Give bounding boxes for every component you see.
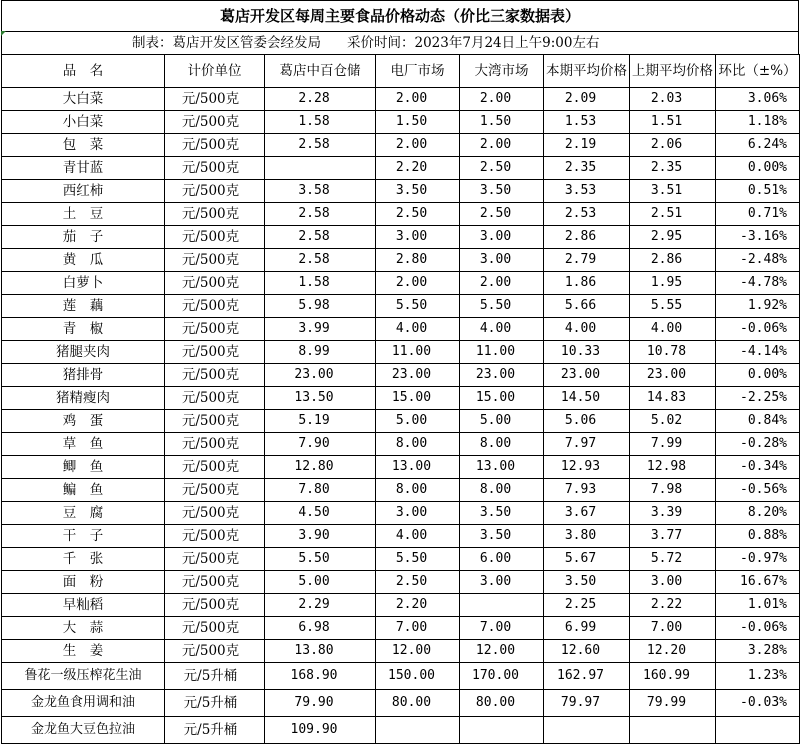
price-market2: 3.00 (376, 226, 460, 249)
price-market1: 13.50 (265, 387, 376, 410)
item-name: 大白菜 (2, 88, 165, 111)
price-market1: 5.98 (265, 295, 376, 318)
table-row (2, 341, 800, 364)
unit: 元/500克 (165, 617, 265, 640)
table-row (2, 249, 800, 272)
price-market2: 2.80 (376, 249, 460, 272)
change-pct: -2.48% (716, 249, 800, 272)
price-prev: 1.51 (630, 111, 716, 134)
unit: 元/500克 (165, 364, 265, 387)
unit: 元/5升桶 (165, 717, 265, 744)
price-prev (630, 717, 716, 744)
price-prev: 12.98 (630, 456, 716, 479)
price-market3: 3.50 (460, 180, 544, 203)
table-row (2, 479, 800, 502)
item-name: 茄 子 (2, 226, 165, 249)
price-market1: 4.50 (265, 502, 376, 525)
price-prev: 4.00 (630, 318, 716, 341)
price-market3: 2.50 (460, 157, 544, 180)
change-pct: -3.16% (716, 226, 800, 249)
price-market3: 5.50 (460, 295, 544, 318)
change-pct: -0.56% (716, 479, 800, 502)
price-market2: 8.00 (376, 433, 460, 456)
price-market2: 4.00 (376, 525, 460, 548)
header-market1: 葛店中百仓储 (265, 55, 376, 88)
item-name: 猪腿夹肉 (2, 341, 165, 364)
price-avg: 5.06 (544, 410, 630, 433)
price-market3: 5.00 (460, 410, 544, 433)
item-name: 小白菜 (2, 111, 165, 134)
price-market1: 8.99 (265, 341, 376, 364)
price-market2: 150.00 (376, 663, 460, 690)
price-avg: 162.97 (544, 663, 630, 690)
price-prev: 7.99 (630, 433, 716, 456)
table-row (2, 690, 800, 717)
price-market2 (376, 717, 460, 744)
change-pct: 8.20% (716, 502, 800, 525)
unit: 元/500克 (165, 111, 265, 134)
price-prev: 5.55 (630, 295, 716, 318)
price-market2: 3.00 (376, 502, 460, 525)
header-unit: 计价单位 (165, 55, 265, 88)
item-name: 莲 藕 (2, 295, 165, 318)
price-prev: 2.22 (630, 594, 716, 617)
price-market3 (460, 594, 544, 617)
change-pct: 1.92% (716, 295, 800, 318)
price-market3: 2.50 (460, 203, 544, 226)
table-row (2, 295, 800, 318)
price-market1: 2.58 (265, 249, 376, 272)
table-row (2, 180, 800, 203)
price-avg: 12.60 (544, 640, 630, 663)
price-prev: 7.98 (630, 479, 716, 502)
price-prev: 2.03 (630, 88, 716, 111)
table-row (2, 226, 800, 249)
price-market3: 13.00 (460, 456, 544, 479)
sheet-title: 葛店开发区每周主要食品价格动态（价比三家数据表） (1, 0, 799, 31)
price-avg: 1.53 (544, 111, 630, 134)
price-avg: 7.93 (544, 479, 630, 502)
price-avg: 1.86 (544, 272, 630, 295)
table-row (2, 502, 800, 525)
change-pct: 1.01% (716, 594, 800, 617)
table-row (2, 548, 800, 571)
price-market3: 2.00 (460, 272, 544, 295)
price-market2: 5.00 (376, 410, 460, 433)
price-market3: 1.50 (460, 111, 544, 134)
header-market2: 电厂市场 (376, 55, 460, 88)
price-market1: 3.99 (265, 318, 376, 341)
item-name: 千 张 (2, 548, 165, 571)
unit: 元/500克 (165, 548, 265, 571)
price-market2: 7.00 (376, 617, 460, 640)
price-table (1, 54, 800, 744)
change-pct: 3.06% (716, 88, 800, 111)
price-avg: 2.19 (544, 134, 630, 157)
item-name: 生 姜 (2, 640, 165, 663)
price-market2: 11.00 (376, 341, 460, 364)
header-avg: 本期平均价格 (544, 55, 630, 88)
price-prev: 5.02 (630, 410, 716, 433)
price-market2: 8.00 (376, 479, 460, 502)
price-market1: 2.58 (265, 134, 376, 157)
table-row (2, 111, 800, 134)
header-name: 品 名 (2, 55, 165, 88)
cell-marker-icon (1, 31, 6, 36)
unit: 元/500克 (165, 387, 265, 410)
price-market3 (460, 717, 544, 744)
price-avg: 3.67 (544, 502, 630, 525)
change-pct: -2.25% (716, 387, 800, 410)
change-pct: 0.51% (716, 180, 800, 203)
item-name: 猪精瘦肉 (2, 387, 165, 410)
unit: 元/500克 (165, 249, 265, 272)
unit: 元/500克 (165, 410, 265, 433)
table-row (2, 663, 800, 690)
unit: 元/500克 (165, 203, 265, 226)
table-row (2, 410, 800, 433)
item-name: 早籼稻 (2, 594, 165, 617)
change-pct: -4.78% (716, 272, 800, 295)
price-market2: 2.20 (376, 594, 460, 617)
unit: 元/500克 (165, 502, 265, 525)
price-market3: 7.00 (460, 617, 544, 640)
price-market2: 5.50 (376, 295, 460, 318)
price-market1: 2.58 (265, 226, 376, 249)
change-pct: -0.34% (716, 456, 800, 479)
price-prev: 14.83 (630, 387, 716, 410)
price-market1: 5.19 (265, 410, 376, 433)
price-avg: 7.97 (544, 433, 630, 456)
price-market2: 2.00 (376, 88, 460, 111)
price-avg: 6.99 (544, 617, 630, 640)
header-row (2, 55, 800, 88)
header-prev: 上期平均价格 (630, 55, 716, 88)
item-name: 鲁花一级压榨花生油 (2, 663, 165, 690)
price-market3: 8.00 (460, 479, 544, 502)
unit: 元/500克 (165, 157, 265, 180)
unit: 元/500克 (165, 479, 265, 502)
price-market1: 5.00 (265, 571, 376, 594)
table-row (2, 318, 800, 341)
price-avg: 2.09 (544, 88, 630, 111)
price-market2: 80.00 (376, 690, 460, 717)
price-market1: 2.28 (265, 88, 376, 111)
price-prev: 2.95 (630, 226, 716, 249)
unit: 元/5升桶 (165, 663, 265, 690)
change-pct: 1.18% (716, 111, 800, 134)
price-prev: 10.78 (630, 341, 716, 364)
item-name: 黄 瓜 (2, 249, 165, 272)
price-market1: 2.29 (265, 594, 376, 617)
price-market2: 3.50 (376, 180, 460, 203)
price-prev: 160.99 (630, 663, 716, 690)
header-change: 环比（±%） (716, 55, 800, 88)
item-name: 土 豆 (2, 203, 165, 226)
table-row (2, 134, 800, 157)
change-pct: 0.00% (716, 364, 800, 387)
price-market1: 7.90 (265, 433, 376, 456)
change-pct: 0.88% (716, 525, 800, 548)
price-market2: 1.50 (376, 111, 460, 134)
price-prev: 5.72 (630, 548, 716, 571)
price-market2: 4.00 (376, 318, 460, 341)
price-sheet (1, 0, 799, 744)
table-row (2, 717, 800, 744)
price-market1: 3.58 (265, 180, 376, 203)
header-market3: 大湾市场 (460, 55, 544, 88)
unit: 元/500克 (165, 88, 265, 111)
item-name: 鸡 蛋 (2, 410, 165, 433)
price-market2: 2.20 (376, 157, 460, 180)
item-name: 金龙鱼食用调和油 (2, 690, 165, 717)
maker-label: 制表：葛店开发区管委会经发局 (132, 35, 321, 51)
table-row (2, 364, 800, 387)
table-row (2, 640, 800, 663)
price-market3: 15.00 (460, 387, 544, 410)
unit: 元/500克 (165, 525, 265, 548)
table-row (2, 387, 800, 410)
item-name: 鳊 鱼 (2, 479, 165, 502)
price-market2: 15.00 (376, 387, 460, 410)
price-avg: 10.33 (544, 341, 630, 364)
price-market3: 3.00 (460, 226, 544, 249)
price-prev: 7.00 (630, 617, 716, 640)
price-prev: 3.00 (630, 571, 716, 594)
table-row (2, 203, 800, 226)
price-prev: 23.00 (630, 364, 716, 387)
price-avg: 4.00 (544, 318, 630, 341)
price-prev: 2.86 (630, 249, 716, 272)
price-market3: 4.00 (460, 318, 544, 341)
table-row (2, 433, 800, 456)
price-avg: 5.66 (544, 295, 630, 318)
price-market3: 170.00 (460, 663, 544, 690)
price-market1: 109.90 (265, 717, 376, 744)
price-prev: 12.20 (630, 640, 716, 663)
unit: 元/500克 (165, 134, 265, 157)
price-market3: 8.00 (460, 433, 544, 456)
price-market2: 2.50 (376, 203, 460, 226)
price-prev: 2.06 (630, 134, 716, 157)
item-name: 大 蒜 (2, 617, 165, 640)
price-prev: 2.51 (630, 203, 716, 226)
price-market3: 6.00 (460, 548, 544, 571)
price-market3: 3.00 (460, 249, 544, 272)
price-market3: 3.50 (460, 502, 544, 525)
table-row (2, 594, 800, 617)
price-market1: 1.58 (265, 111, 376, 134)
price-market2: 2.00 (376, 134, 460, 157)
price-market2: 13.00 (376, 456, 460, 479)
price-prev: 3.77 (630, 525, 716, 548)
item-name: 金龙鱼大豆色拉油 (2, 717, 165, 744)
sheet-subtitle (1, 31, 799, 54)
price-market1: 6.98 (265, 617, 376, 640)
price-market1: 23.00 (265, 364, 376, 387)
change-pct: -0.03% (716, 690, 800, 717)
price-prev: 79.99 (630, 690, 716, 717)
unit: 元/500克 (165, 571, 265, 594)
price-market3: 2.00 (460, 88, 544, 111)
unit: 元/5升桶 (165, 690, 265, 717)
price-market1: 1.58 (265, 272, 376, 295)
price-market3: 3.50 (460, 525, 544, 548)
price-market3: 80.00 (460, 690, 544, 717)
unit: 元/500克 (165, 295, 265, 318)
price-prev: 1.95 (630, 272, 716, 295)
change-pct: 0.00% (716, 157, 800, 180)
item-name: 白萝卜 (2, 272, 165, 295)
price-avg: 23.00 (544, 364, 630, 387)
item-name: 草 鱼 (2, 433, 165, 456)
price-prev: 3.39 (630, 502, 716, 525)
change-pct: 0.71% (716, 203, 800, 226)
change-pct: -0.28% (716, 433, 800, 456)
price-market1: 13.80 (265, 640, 376, 663)
price-market1 (265, 157, 376, 180)
item-name: 鲫 鱼 (2, 456, 165, 479)
item-name: 干 子 (2, 525, 165, 548)
time-label: 采价时间：2023年7月24日上午9:00左右 (347, 35, 600, 51)
change-pct: 16.67% (716, 571, 800, 594)
price-market3: 23.00 (460, 364, 544, 387)
table-row (2, 88, 800, 111)
unit: 元/500克 (165, 594, 265, 617)
table-row (2, 571, 800, 594)
price-avg: 2.25 (544, 594, 630, 617)
price-market3: 2.00 (460, 134, 544, 157)
price-market1: 12.80 (265, 456, 376, 479)
price-prev: 2.35 (630, 157, 716, 180)
price-avg: 14.50 (544, 387, 630, 410)
price-avg: 5.67 (544, 548, 630, 571)
price-market1: 5.50 (265, 548, 376, 571)
unit: 元/500克 (165, 456, 265, 479)
unit: 元/500克 (165, 272, 265, 295)
change-pct: -0.06% (716, 617, 800, 640)
change-pct: -0.97% (716, 548, 800, 571)
price-avg: 79.97 (544, 690, 630, 717)
table-row (2, 157, 800, 180)
item-name: 面 粉 (2, 571, 165, 594)
change-pct (716, 717, 800, 744)
unit: 元/500克 (165, 433, 265, 456)
price-avg: 2.79 (544, 249, 630, 272)
unit: 元/500克 (165, 640, 265, 663)
price-market2: 5.50 (376, 548, 460, 571)
price-avg: 3.53 (544, 180, 630, 203)
unit: 元/500克 (165, 180, 265, 203)
unit: 元/500克 (165, 226, 265, 249)
table-row (2, 272, 800, 295)
price-avg: 12.93 (544, 456, 630, 479)
price-market3: 11.00 (460, 341, 544, 364)
price-avg: 2.86 (544, 226, 630, 249)
item-name: 青 椒 (2, 318, 165, 341)
change-pct: 1.23% (716, 663, 800, 690)
price-avg: 2.53 (544, 203, 630, 226)
table-row (2, 456, 800, 479)
price-market1: 2.58 (265, 203, 376, 226)
price-avg (544, 717, 630, 744)
price-market1: 79.90 (265, 690, 376, 717)
unit: 元/500克 (165, 318, 265, 341)
item-name: 包 菜 (2, 134, 165, 157)
change-pct: 3.28% (716, 640, 800, 663)
price-market3: 3.00 (460, 571, 544, 594)
change-pct: -0.06% (716, 318, 800, 341)
table-row (2, 525, 800, 548)
price-market2: 2.50 (376, 571, 460, 594)
price-market1: 168.90 (265, 663, 376, 690)
change-pct: 0.84% (716, 410, 800, 433)
item-name: 猪排骨 (2, 364, 165, 387)
table-row (2, 617, 800, 640)
item-name: 西红柿 (2, 180, 165, 203)
unit: 元/500克 (165, 341, 265, 364)
price-avg: 2.35 (544, 157, 630, 180)
price-market1: 3.90 (265, 525, 376, 548)
price-market2: 23.00 (376, 364, 460, 387)
price-avg: 3.80 (544, 525, 630, 548)
item-name: 青甘蓝 (2, 157, 165, 180)
price-market3: 12.00 (460, 640, 544, 663)
price-prev: 3.51 (630, 180, 716, 203)
change-pct: 6.24% (716, 134, 800, 157)
price-market2: 12.00 (376, 640, 460, 663)
price-market1: 7.80 (265, 479, 376, 502)
price-avg: 3.50 (544, 571, 630, 594)
item-name: 豆 腐 (2, 502, 165, 525)
price-market2: 2.00 (376, 272, 460, 295)
change-pct: -4.14% (716, 341, 800, 364)
